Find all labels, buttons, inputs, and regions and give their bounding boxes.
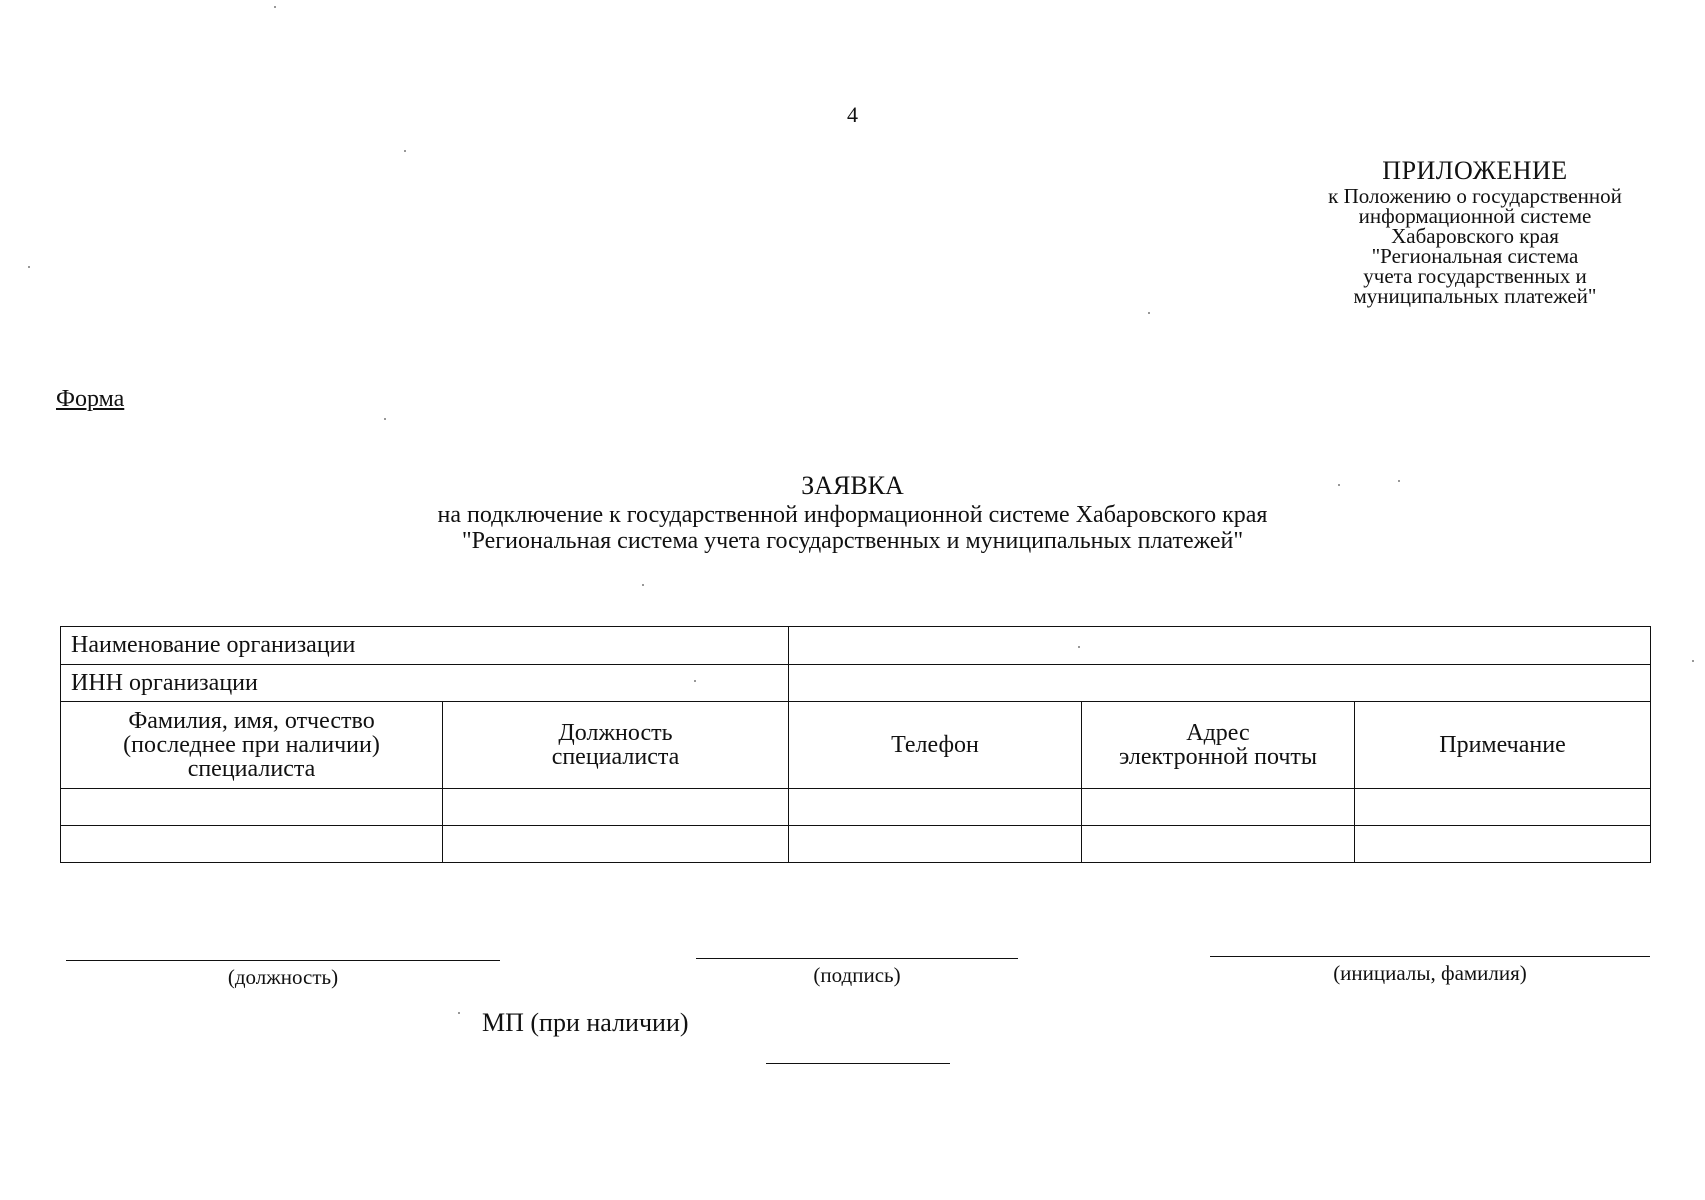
- appendix-line: информационной системе: [1358, 204, 1592, 228]
- appendix-title: ПРИЛОЖЕНИЕ: [1382, 156, 1568, 185]
- scan-speck: [458, 1012, 460, 1014]
- table-cell[interactable]: [61, 789, 443, 826]
- table-cell[interactable]: [1355, 789, 1651, 826]
- appendix-block: [1270, 156, 1680, 306]
- page-number-text: 4: [847, 102, 858, 127]
- header-line: Должность: [558, 720, 673, 746]
- signature-initials-caption: (инициалы, фамилия): [1333, 961, 1527, 985]
- table-cell[interactable]: [789, 789, 1082, 826]
- scan-speck: [28, 266, 30, 268]
- appendix-line: к Положению о государственной: [1328, 184, 1622, 208]
- scan-speck: [1148, 312, 1150, 314]
- header-line: Примечание: [1439, 732, 1566, 758]
- table-cell[interactable]: [443, 826, 789, 863]
- application-table: [60, 626, 1651, 863]
- scan-speck: [1338, 484, 1340, 486]
- signature-position-field[interactable]: [66, 960, 500, 990]
- signature-position-caption: (должность): [227, 965, 339, 989]
- column-header-phone: [789, 702, 1082, 789]
- inn-label: ИНН организации: [61, 665, 789, 702]
- appendix-line: "Региональная система: [1371, 244, 1579, 268]
- document-subtitle-line-1: на подключение к государственной информационной системе Хабаровского края: [437, 502, 1268, 528]
- table-cell[interactable]: [1355, 826, 1651, 863]
- header-line: Адрес: [1186, 720, 1250, 746]
- header-line: Фамилия, имя, отчество: [128, 708, 375, 734]
- appendix-line: Хабаровского края: [1391, 224, 1559, 248]
- org-name-row: [61, 627, 1651, 665]
- signature-initials-field[interactable]: [1210, 956, 1650, 986]
- document-subtitle-line-2: "Региональная система учета государственных и муниципальных платежей": [461, 528, 1244, 554]
- header-line: специалиста: [187, 756, 316, 782]
- scan-speck: [384, 418, 386, 420]
- table-cell[interactable]: [1082, 826, 1355, 863]
- page-number: [0, 102, 1705, 128]
- scan-speck: [642, 584, 644, 586]
- table-cell[interactable]: [789, 826, 1082, 863]
- column-header-email: [1082, 702, 1355, 789]
- header-line: электронной почты: [1118, 744, 1318, 770]
- table-header-row: [61, 702, 1651, 789]
- header-line: Телефон: [891, 732, 979, 758]
- table-cell[interactable]: [443, 789, 789, 826]
- signature-sign-caption: (подпись): [813, 963, 901, 987]
- document-heading: [0, 470, 1705, 554]
- column-header-full-name: [61, 702, 443, 789]
- org-name-value-cell[interactable]: [789, 627, 1651, 665]
- signature-sign-field[interactable]: [696, 958, 1018, 988]
- scan-speck: [274, 6, 276, 8]
- scan-speck: [404, 150, 406, 152]
- table-cell[interactable]: [61, 826, 443, 863]
- column-header-position: [443, 702, 789, 789]
- document-title: ЗАЯВКА: [801, 471, 904, 500]
- table-cell[interactable]: [1082, 789, 1355, 826]
- stamp-underline: [766, 1063, 950, 1064]
- stamp-label: МП (при наличии): [482, 1008, 689, 1037]
- form-label: Форма: [56, 386, 125, 412]
- scan-speck: [1692, 660, 1694, 662]
- table-row: [61, 826, 1651, 863]
- table-row: [61, 789, 1651, 826]
- inn-value-cell[interactable]: [789, 665, 1651, 702]
- scan-speck: [1398, 480, 1400, 482]
- inn-row: [61, 665, 1651, 702]
- scan-speck: [1078, 646, 1080, 648]
- header-line: специалиста: [551, 744, 680, 770]
- appendix-line: учета государственных и: [1363, 264, 1587, 288]
- header-line: (последнее при наличии): [123, 732, 380, 758]
- appendix-line: муниципальных платежей": [1353, 284, 1597, 308]
- org-name-label: Наименование организации: [61, 627, 789, 665]
- scan-speck: [694, 680, 696, 682]
- column-header-note: [1355, 702, 1651, 789]
